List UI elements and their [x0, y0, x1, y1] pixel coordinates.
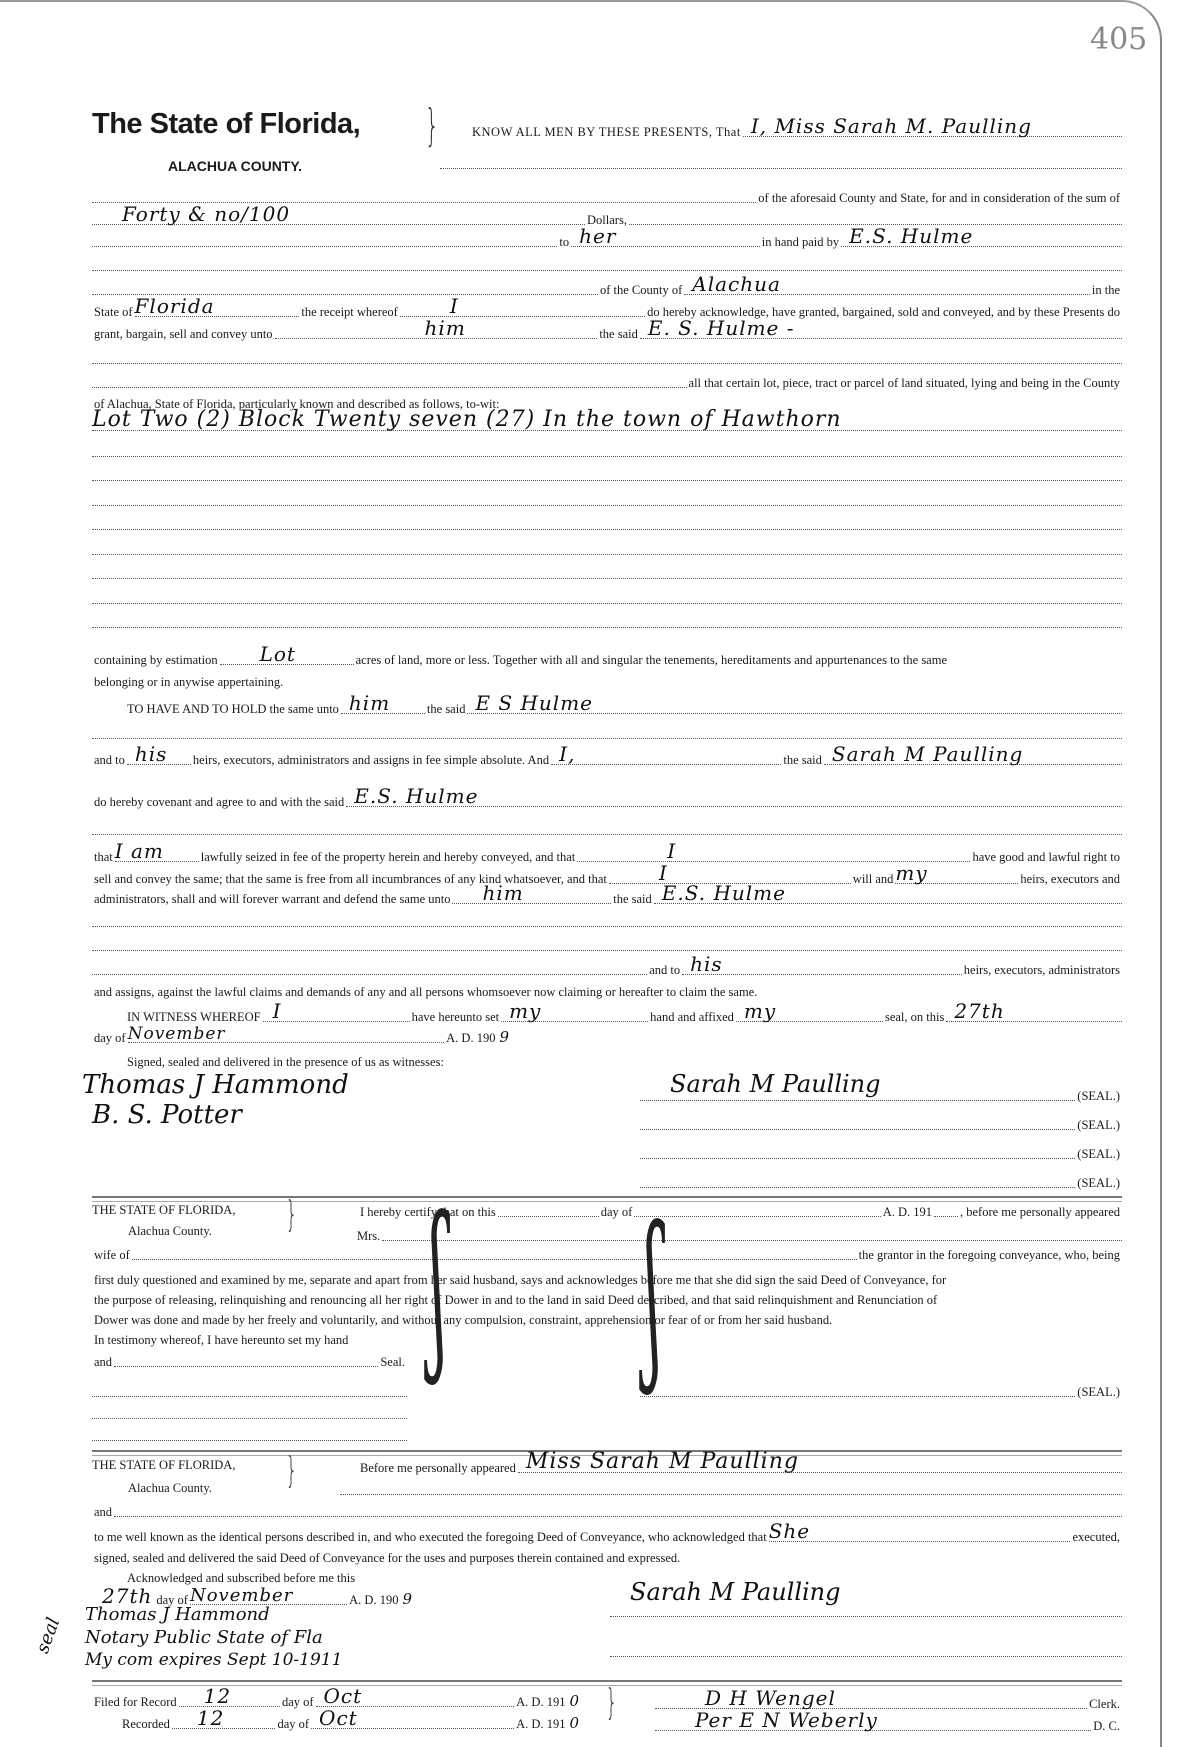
label: of the aforesaid County and State, for and in consideration of the sum of	[758, 191, 1120, 205]
label: Signed, sealed and delivered in the presence of us as witnesses:	[127, 1055, 444, 1069]
handwriting: Oct	[319, 1706, 358, 1730]
dower-county: Alachua County.	[128, 1224, 212, 1238]
label: In testimony whereof, I have hereunto set my hand	[94, 1333, 349, 1347]
seal-label: (SEAL.)	[1077, 1089, 1120, 1103]
blank-line	[92, 1424, 407, 1444]
label: the said	[599, 327, 638, 341]
deed-line	[92, 881, 1122, 907]
deed-line	[92, 980, 1122, 1000]
blank-line	[92, 818, 1122, 838]
label: the said	[426, 702, 466, 716]
label: day of	[156, 1593, 188, 1607]
handwriting: him	[424, 316, 466, 340]
dower-line	[92, 1288, 1122, 1308]
handwriting: his	[690, 952, 723, 976]
handwriting: 27th	[102, 1584, 153, 1608]
brace: }	[425, 100, 439, 151]
label: heirs, executors, administrators	[963, 963, 1120, 977]
label: that	[94, 850, 113, 864]
label: the said	[783, 753, 822, 767]
label: acres of land, more or less. Together with all and singular the tenements, hereditaments and appurtenances to the same	[355, 653, 947, 667]
label: and to	[94, 753, 125, 767]
label: Clerk.	[1089, 1697, 1120, 1711]
label: to	[559, 235, 570, 249]
recorded-line	[120, 1706, 582, 1732]
witness-signature: B. S. Potter	[92, 1100, 242, 1130]
dower-line	[358, 1200, 1122, 1220]
label: hand and affixed	[650, 1010, 734, 1024]
seal-line	[640, 1142, 1122, 1162]
label: day of	[277, 1717, 310, 1731]
handwriting: 0	[569, 1692, 580, 1710]
handwriting: Miss Sarah M Paulling	[525, 1449, 799, 1474]
description-line	[92, 407, 1122, 434]
label: I hereby certify that on this	[360, 1205, 496, 1219]
deed-line	[92, 224, 1122, 250]
blank-line	[92, 587, 1122, 607]
label: do hereby acknowledge, have granted, bargained, sold and conveyed, and by these Presents do	[647, 305, 1120, 319]
label: IN WITNESS WHEREOF	[127, 1010, 261, 1024]
deputy-clerk-signature: Per E N Weberly	[695, 1708, 878, 1732]
handwriting: I	[667, 839, 677, 863]
label: KNOW ALL MEN BY THESE PRESENTS, That	[472, 125, 741, 139]
label: TO HAVE AND TO HOLD the same unto	[127, 702, 339, 716]
label: sell and convey the same; that the same is free from all incumbrances of any kind whatsoever, and that	[94, 872, 607, 886]
label: A. D. 191	[516, 1717, 566, 1731]
ack-line	[92, 1500, 1122, 1520]
blank-line	[92, 464, 1122, 484]
seal-line	[640, 1084, 1122, 1104]
handwriting: Sarah M Paulling	[831, 742, 1024, 766]
label: the purpose of releasing, relinquishing and renouncing all her right of Dower in and to the land in said Deed described, and that said relinquishment and Renunciation of	[94, 1293, 938, 1307]
handwriting: E S Hulme	[475, 691, 594, 715]
brace: }	[605, 1682, 618, 1723]
handwriting: Lot Two (2) Block Twenty seven (27) In the town of Hawthorn	[92, 407, 842, 432]
label: Recorded	[122, 1717, 170, 1731]
ack-line	[92, 1519, 1122, 1545]
ack-line	[92, 1546, 1122, 1566]
blank-line	[440, 152, 1122, 172]
label: lawfully seized in fee of the property herein and hereby conveyed, and that	[200, 850, 576, 864]
label: to me well known as the identical persons described in, and who executed the foregoing Deed of Conveyance, who acknowledged that	[94, 1530, 767, 1544]
handwriting: 12	[203, 1684, 232, 1708]
deed-line	[92, 670, 1122, 690]
label: A. D. 190	[446, 1031, 496, 1045]
handwriting: Florida	[134, 294, 215, 318]
handwriting: Forty & no/100	[122, 202, 291, 226]
grantor-signature: Sarah M Paulling	[670, 1070, 881, 1098]
label: heirs, executors and	[1020, 872, 1120, 886]
label: have good and lawful right to	[972, 850, 1120, 864]
handwriting: Oct	[323, 1684, 363, 1708]
dower-line	[92, 1243, 1122, 1263]
blank-line	[340, 1478, 1122, 1498]
notary-signature: Thomas J Hammond	[85, 1604, 270, 1625]
handwriting: Alachua	[692, 272, 781, 296]
label: Mrs.	[357, 1229, 381, 1243]
label: Acknowledged and subscribed before me this	[127, 1571, 356, 1585]
deed-line	[92, 642, 1122, 668]
label: State of	[94, 305, 133, 319]
ack-state: THE STATE OF FLORIDA,	[92, 1458, 236, 1472]
handwriting: E.S. Hulme	[661, 881, 786, 905]
ack-line	[358, 1449, 1122, 1476]
deed-line	[92, 272, 1122, 298]
acknowledger-signature: Sarah M Paulling	[630, 1578, 841, 1606]
label: wife of	[94, 1248, 130, 1262]
handwriting: his	[134, 742, 168, 766]
blank-line	[92, 722, 1122, 742]
handwriting: I am	[114, 839, 164, 863]
notary-commission: My com expires Sept 10-1911	[85, 1650, 343, 1670]
document-title: The State of Florida,	[92, 108, 361, 140]
label: first duly questioned and examined by me, separate and apart from her said husband, says and acknowledges before me that she did sign the said Deed of Conveyance, for	[94, 1273, 947, 1287]
deed-line	[92, 742, 1122, 768]
blank-line	[92, 910, 1122, 930]
label: do hereby covenant and agree to and with the said	[94, 795, 345, 809]
handwriting: I	[449, 294, 459, 318]
label: will and	[852, 872, 894, 886]
label: A. D. 191	[882, 1205, 932, 1219]
know-all-line	[470, 114, 1122, 140]
page-number: 405	[1090, 22, 1148, 57]
label: day of	[600, 1205, 633, 1219]
handwriting: E.S. Hulme	[354, 784, 479, 808]
label: A. D. 191	[516, 1695, 566, 1709]
ack-county: Alachua County.	[128, 1481, 212, 1495]
label: Before me personally appeared	[360, 1461, 516, 1475]
witness-date-line	[92, 1026, 512, 1046]
label: and	[94, 1505, 113, 1519]
handwriting: 0	[569, 1714, 580, 1732]
label: seal, on this	[884, 1010, 945, 1024]
label: in the	[1091, 283, 1120, 297]
label: and	[94, 1355, 113, 1369]
blank-line	[92, 1402, 407, 1422]
seal-label: (SEAL.)	[1077, 1176, 1120, 1190]
label: belonging or in anywise appertaining.	[94, 675, 284, 689]
handwriting: him	[348, 691, 391, 715]
brace: }	[285, 1194, 298, 1235]
deed-line	[92, 371, 1122, 391]
witness-line	[92, 999, 1122, 1025]
blank-line	[610, 1600, 1122, 1620]
dower-state: THE STATE OF FLORIDA,	[92, 1203, 236, 1217]
handwriting: my	[509, 999, 542, 1023]
seal-label: (SEAL.)	[1077, 1147, 1120, 1161]
label: executed,	[1072, 1530, 1120, 1544]
blank-line	[92, 254, 1122, 274]
handwriting: E.S. Hulme	[849, 224, 974, 248]
blank-line	[92, 934, 1122, 954]
seal-line	[640, 1171, 1122, 1191]
label: containing by estimation	[94, 653, 218, 667]
label: day of	[281, 1695, 314, 1709]
dower-line	[92, 1328, 407, 1348]
dower-line	[92, 1268, 1122, 1288]
label: all that certain lot, piece, tract or parcel of land situated, lying and being in the County	[688, 376, 1120, 390]
blank-line	[92, 562, 1122, 582]
blank-line	[92, 513, 1122, 533]
deed-line	[92, 861, 1122, 887]
seal-line	[640, 1113, 1122, 1133]
handwriting: her	[579, 224, 617, 248]
label: Dower was done and made by her freely and voluntarily, and without any compulsion, constraint, apprehension or fear of or from her said husband.	[94, 1313, 833, 1327]
label: A. D. 190	[349, 1593, 399, 1607]
label: administrators, shall and will forever warrant and defend the same unto	[94, 892, 451, 906]
handwriting: 9	[499, 1028, 510, 1046]
label: and to	[649, 963, 681, 977]
strike-mark: ʃ	[430, 1180, 447, 1390]
handwriting: November	[189, 1585, 294, 1606]
clerk-signature: D H Wengel	[705, 1686, 836, 1710]
seal-label: (SEAL.)	[1077, 1385, 1120, 1399]
handwriting: my	[743, 999, 777, 1023]
label: in hand paid by	[761, 235, 840, 249]
label: have hereunto set	[411, 1010, 500, 1024]
label: day of	[94, 1031, 126, 1045]
handwriting: I	[272, 999, 282, 1023]
label: the said	[613, 892, 652, 906]
deed-line	[92, 784, 1122, 810]
blank-line	[92, 611, 1122, 631]
handwriting: Lot	[259, 642, 296, 666]
deed-line	[92, 952, 1122, 978]
blank-line	[610, 1640, 1122, 1660]
handwriting: 9	[402, 1590, 413, 1608]
deputy-clerk-line	[655, 1708, 1122, 1734]
label: the receipt whereof	[301, 305, 398, 319]
blank-line	[92, 538, 1122, 558]
ack-line	[125, 1566, 415, 1586]
grantor-field	[743, 114, 1122, 138]
label: the grantor in the foregoing conveyance, who, being	[858, 1248, 1120, 1262]
label: Filed for Record	[94, 1695, 177, 1709]
handwriting: She	[768, 1519, 811, 1543]
handwriting: E. S. Hulme -	[647, 316, 795, 340]
dower-line	[92, 1350, 407, 1370]
blank-line	[92, 1380, 407, 1400]
handwriting: him	[482, 881, 524, 905]
seal-line	[640, 1380, 1122, 1400]
notary-title: Notary Public State of Fla	[85, 1627, 323, 1648]
label: signed, sealed and delivered the said Deed of Conveyance for the uses and purposes therein contained and expressed.	[94, 1551, 681, 1565]
handwriting: I, Miss Sarah M. Paulling	[750, 114, 1032, 138]
deed-line	[92, 294, 1122, 320]
handwriting: November	[127, 1024, 226, 1044]
deed-line	[92, 316, 1122, 342]
strike-mark: ʃ	[645, 1190, 662, 1400]
label: Dollars,	[587, 213, 627, 227]
label: and assigns, against the lawful claims and demands of any and all persons whomsoever now claiming or hereafter to claim the same.	[94, 985, 758, 999]
blank-line	[92, 347, 1122, 367]
deed-line	[92, 839, 1122, 865]
label: Seal.	[380, 1355, 405, 1369]
notary-seal-mark: seal	[32, 1614, 65, 1657]
handwriting: 27th	[954, 999, 1005, 1023]
handwriting: 12	[196, 1706, 225, 1730]
deed-line	[92, 1050, 1122, 1070]
label: of the County of	[599, 283, 683, 297]
blank-line	[92, 440, 1122, 460]
handwriting: I	[658, 861, 668, 885]
brace: }	[285, 1450, 298, 1491]
blank-line	[92, 489, 1122, 509]
label: heirs, executors, administrators and assigns in fee simple absolute. And	[192, 753, 550, 767]
label: , before me personally appeared	[960, 1205, 1120, 1219]
seal-label: (SEAL.)	[1077, 1118, 1120, 1132]
label: grant, bargain, sell and convey unto	[94, 327, 273, 341]
dower-line	[355, 1224, 1122, 1244]
deed-line	[92, 691, 1122, 717]
label: of Alachua, State of Florida, particularly known and described as follows, to-wit:	[94, 397, 500, 411]
handwriting: I,	[559, 742, 576, 766]
county-heading: ALACHUA COUNTY.	[168, 158, 303, 174]
dower-line	[92, 1308, 1122, 1328]
handwriting: my	[895, 861, 928, 885]
label: D. C.	[1093, 1719, 1120, 1733]
witness-signature: Thomas J Hammond	[82, 1070, 349, 1100]
